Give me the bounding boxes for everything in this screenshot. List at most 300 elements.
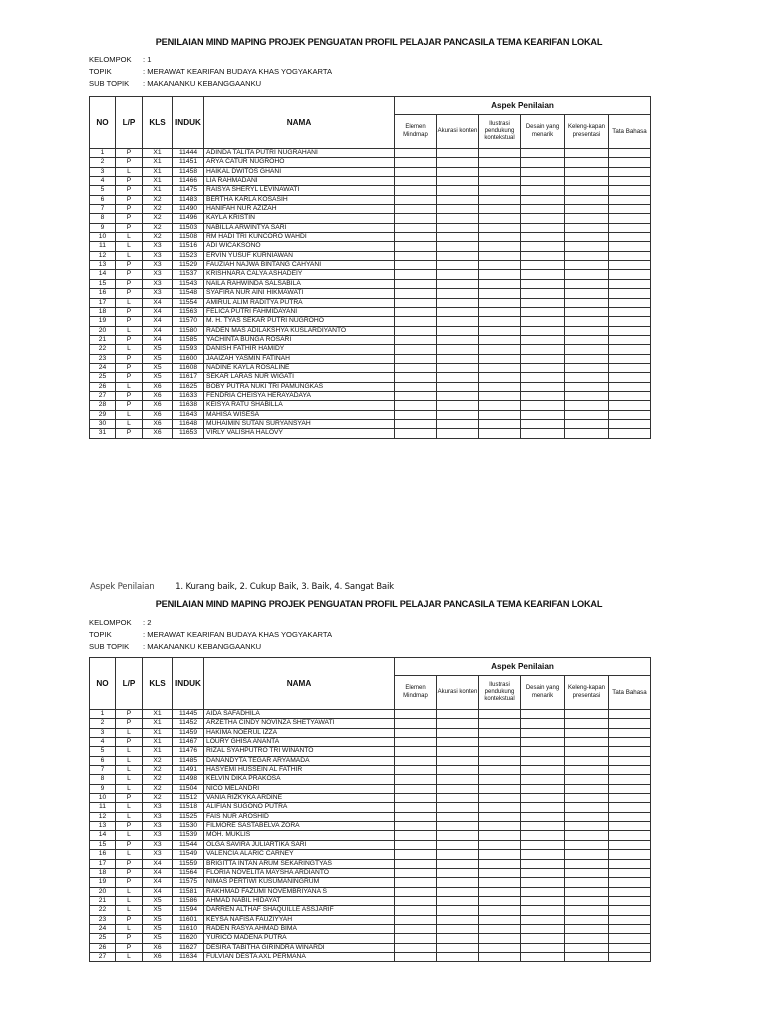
score-cell[interactable]	[521, 775, 565, 784]
score-cell[interactable]	[609, 728, 651, 737]
score-cell[interactable]	[521, 831, 565, 840]
score-cell[interactable]	[479, 719, 521, 728]
score-cell[interactable]	[479, 186, 521, 195]
score-cell[interactable]	[479, 934, 521, 943]
score-cell[interactable]	[479, 326, 521, 335]
score-cell[interactable]	[565, 195, 609, 204]
score-cell[interactable]	[565, 429, 609, 438]
score-cell[interactable]	[565, 307, 609, 316]
score-cell[interactable]	[565, 868, 609, 877]
score-cell[interactable]	[437, 738, 479, 747]
score-cell[interactable]	[521, 906, 565, 915]
score-cell[interactable]	[437, 326, 479, 335]
score-cell[interactable]	[521, 896, 565, 905]
score-cell[interactable]	[565, 794, 609, 803]
score-cell[interactable]	[565, 410, 609, 419]
score-cell[interactable]	[395, 401, 437, 410]
score-cell[interactable]	[609, 391, 651, 400]
score-cell[interactable]	[609, 345, 651, 354]
score-cell[interactable]	[565, 803, 609, 812]
score-cell[interactable]	[565, 345, 609, 354]
score-cell[interactable]	[479, 710, 521, 719]
score-cell[interactable]	[521, 803, 565, 812]
score-cell[interactable]	[437, 719, 479, 728]
score-cell[interactable]	[395, 840, 437, 849]
score-cell[interactable]	[437, 840, 479, 849]
score-cell[interactable]	[395, 859, 437, 868]
score-cell[interactable]	[565, 279, 609, 288]
score-cell[interactable]	[437, 289, 479, 298]
score-cell[interactable]	[565, 326, 609, 335]
score-cell[interactable]	[521, 943, 565, 952]
score-cell[interactable]	[521, 270, 565, 279]
score-cell[interactable]	[437, 354, 479, 363]
score-cell[interactable]	[437, 373, 479, 382]
score-cell[interactable]	[395, 868, 437, 877]
score-cell[interactable]	[521, 373, 565, 382]
score-cell[interactable]	[565, 205, 609, 214]
score-cell[interactable]	[479, 214, 521, 223]
score-cell[interactable]	[395, 766, 437, 775]
score-cell[interactable]	[395, 214, 437, 223]
score-cell[interactable]	[395, 158, 437, 167]
score-cell[interactable]	[395, 391, 437, 400]
score-cell[interactable]	[395, 289, 437, 298]
score-cell[interactable]	[609, 205, 651, 214]
score-cell[interactable]	[521, 784, 565, 793]
score-cell[interactable]	[609, 896, 651, 905]
score-cell[interactable]	[565, 298, 609, 307]
score-cell[interactable]	[565, 934, 609, 943]
score-cell[interactable]	[521, 794, 565, 803]
score-cell[interactable]	[565, 354, 609, 363]
score-cell[interactable]	[437, 943, 479, 952]
score-cell[interactable]	[521, 317, 565, 326]
score-cell[interactable]	[479, 738, 521, 747]
score-cell[interactable]	[609, 738, 651, 747]
score-cell[interactable]	[437, 775, 479, 784]
score-cell[interactable]	[521, 354, 565, 363]
score-cell[interactable]	[521, 738, 565, 747]
score-cell[interactable]	[395, 794, 437, 803]
score-cell[interactable]	[565, 401, 609, 410]
score-cell[interactable]	[479, 410, 521, 419]
score-cell[interactable]	[437, 868, 479, 877]
score-cell[interactable]	[609, 794, 651, 803]
score-cell[interactable]	[395, 803, 437, 812]
score-cell[interactable]	[479, 363, 521, 372]
score-cell[interactable]	[437, 766, 479, 775]
score-cell[interactable]	[479, 429, 521, 438]
score-cell[interactable]	[437, 345, 479, 354]
score-cell[interactable]	[437, 915, 479, 924]
score-cell[interactable]	[565, 943, 609, 952]
score-cell[interactable]	[437, 391, 479, 400]
score-cell[interactable]	[521, 878, 565, 887]
score-cell[interactable]	[479, 419, 521, 428]
score-cell[interactable]	[479, 952, 521, 961]
score-cell[interactable]	[437, 878, 479, 887]
score-cell[interactable]	[609, 158, 651, 167]
score-cell[interactable]	[479, 345, 521, 354]
score-cell[interactable]	[609, 382, 651, 391]
score-cell[interactable]	[609, 429, 651, 438]
score-cell[interactable]	[395, 345, 437, 354]
score-cell[interactable]	[565, 952, 609, 961]
score-cell[interactable]	[565, 859, 609, 868]
score-cell[interactable]	[395, 233, 437, 242]
score-cell[interactable]	[565, 270, 609, 279]
score-cell[interactable]	[565, 719, 609, 728]
score-cell[interactable]	[479, 307, 521, 316]
score-cell[interactable]	[437, 859, 479, 868]
score-cell[interactable]	[437, 317, 479, 326]
score-cell[interactable]	[395, 812, 437, 821]
score-cell[interactable]	[609, 915, 651, 924]
score-cell[interactable]	[521, 410, 565, 419]
score-cell[interactable]	[395, 382, 437, 391]
score-cell[interactable]	[395, 906, 437, 915]
score-cell[interactable]	[609, 261, 651, 270]
score-cell[interactable]	[521, 205, 565, 214]
score-cell[interactable]	[565, 223, 609, 232]
score-cell[interactable]	[565, 214, 609, 223]
score-cell[interactable]	[437, 382, 479, 391]
score-cell[interactable]	[609, 775, 651, 784]
score-cell[interactable]	[521, 952, 565, 961]
score-cell[interactable]	[437, 803, 479, 812]
score-cell[interactable]	[437, 822, 479, 831]
score-cell[interactable]	[395, 738, 437, 747]
score-cell[interactable]	[609, 822, 651, 831]
score-cell[interactable]	[395, 896, 437, 905]
score-cell[interactable]	[479, 149, 521, 158]
score-cell[interactable]	[521, 289, 565, 298]
score-cell[interactable]	[565, 373, 609, 382]
score-cell[interactable]	[479, 850, 521, 859]
score-cell[interactable]	[609, 317, 651, 326]
score-cell[interactable]	[565, 335, 609, 344]
score-cell[interactable]	[395, 410, 437, 419]
score-cell[interactable]	[395, 195, 437, 204]
score-cell[interactable]	[395, 878, 437, 887]
score-cell[interactable]	[395, 335, 437, 344]
score-cell[interactable]	[521, 719, 565, 728]
score-cell[interactable]	[395, 934, 437, 943]
score-cell[interactable]	[479, 242, 521, 251]
score-cell[interactable]	[479, 766, 521, 775]
score-cell[interactable]	[609, 887, 651, 896]
score-cell[interactable]	[565, 878, 609, 887]
score-cell[interactable]	[479, 335, 521, 344]
score-cell[interactable]	[609, 952, 651, 961]
score-cell[interactable]	[521, 850, 565, 859]
score-cell[interactable]	[395, 270, 437, 279]
score-cell[interactable]	[395, 177, 437, 186]
score-cell[interactable]	[395, 251, 437, 260]
score-cell[interactable]	[395, 317, 437, 326]
score-cell[interactable]	[565, 831, 609, 840]
score-cell[interactable]	[521, 924, 565, 933]
score-cell[interactable]	[395, 363, 437, 372]
score-cell[interactable]	[521, 335, 565, 344]
score-cell[interactable]	[479, 747, 521, 756]
score-cell[interactable]	[609, 233, 651, 242]
score-cell[interactable]	[609, 906, 651, 915]
score-cell[interactable]	[395, 419, 437, 428]
score-cell[interactable]	[521, 859, 565, 868]
score-cell[interactable]	[609, 401, 651, 410]
score-cell[interactable]	[521, 934, 565, 943]
score-cell[interactable]	[395, 719, 437, 728]
score-cell[interactable]	[609, 270, 651, 279]
score-cell[interactable]	[521, 242, 565, 251]
score-cell[interactable]	[479, 391, 521, 400]
score-cell[interactable]	[521, 401, 565, 410]
score-cell[interactable]	[479, 373, 521, 382]
score-cell[interactable]	[521, 766, 565, 775]
score-cell[interactable]	[437, 205, 479, 214]
score-cell[interactable]	[609, 924, 651, 933]
score-cell[interactable]	[479, 906, 521, 915]
score-cell[interactable]	[479, 840, 521, 849]
score-cell[interactable]	[479, 205, 521, 214]
score-cell[interactable]	[609, 223, 651, 232]
score-cell[interactable]	[565, 738, 609, 747]
score-cell[interactable]	[395, 205, 437, 214]
score-cell[interactable]	[479, 251, 521, 260]
score-cell[interactable]	[521, 345, 565, 354]
score-cell[interactable]	[609, 298, 651, 307]
score-cell[interactable]	[609, 878, 651, 887]
score-cell[interactable]	[521, 747, 565, 756]
score-cell[interactable]	[437, 728, 479, 737]
score-cell[interactable]	[479, 943, 521, 952]
score-cell[interactable]	[437, 401, 479, 410]
score-cell[interactable]	[609, 242, 651, 251]
score-cell[interactable]	[609, 177, 651, 186]
score-cell[interactable]	[609, 307, 651, 316]
score-cell[interactable]	[609, 943, 651, 952]
score-cell[interactable]	[395, 943, 437, 952]
score-cell[interactable]	[565, 261, 609, 270]
score-cell[interactable]	[395, 915, 437, 924]
score-cell[interactable]	[437, 261, 479, 270]
score-cell[interactable]	[395, 223, 437, 232]
score-cell[interactable]	[479, 354, 521, 363]
score-cell[interactable]	[437, 223, 479, 232]
score-cell[interactable]	[609, 719, 651, 728]
score-cell[interactable]	[521, 186, 565, 195]
score-cell[interactable]	[437, 429, 479, 438]
score-cell[interactable]	[479, 915, 521, 924]
score-cell[interactable]	[609, 326, 651, 335]
score-cell[interactable]	[565, 382, 609, 391]
score-cell[interactable]	[479, 298, 521, 307]
score-cell[interactable]	[565, 747, 609, 756]
score-cell[interactable]	[565, 289, 609, 298]
score-cell[interactable]	[521, 812, 565, 821]
score-cell[interactable]	[479, 233, 521, 242]
score-cell[interactable]	[437, 363, 479, 372]
score-cell[interactable]	[479, 261, 521, 270]
score-cell[interactable]	[479, 878, 521, 887]
score-cell[interactable]	[395, 261, 437, 270]
score-cell[interactable]	[565, 149, 609, 158]
score-cell[interactable]	[479, 756, 521, 765]
score-cell[interactable]	[437, 186, 479, 195]
score-cell[interactable]	[395, 887, 437, 896]
score-cell[interactable]	[565, 167, 609, 176]
score-cell[interactable]	[437, 233, 479, 242]
score-cell[interactable]	[437, 251, 479, 260]
score-cell[interactable]	[479, 279, 521, 288]
score-cell[interactable]	[565, 812, 609, 821]
score-cell[interactable]	[395, 747, 437, 756]
score-cell[interactable]	[521, 756, 565, 765]
score-cell[interactable]	[395, 756, 437, 765]
score-cell[interactable]	[521, 298, 565, 307]
score-cell[interactable]	[479, 812, 521, 821]
score-cell[interactable]	[395, 952, 437, 961]
score-cell[interactable]	[479, 223, 521, 232]
score-cell[interactable]	[521, 177, 565, 186]
score-cell[interactable]	[437, 906, 479, 915]
score-cell[interactable]	[565, 840, 609, 849]
score-cell[interactable]	[565, 887, 609, 896]
score-cell[interactable]	[565, 419, 609, 428]
score-cell[interactable]	[479, 289, 521, 298]
score-cell[interactable]	[521, 822, 565, 831]
score-cell[interactable]	[609, 859, 651, 868]
score-cell[interactable]	[437, 756, 479, 765]
score-cell[interactable]	[395, 298, 437, 307]
score-cell[interactable]	[395, 326, 437, 335]
score-cell[interactable]	[395, 429, 437, 438]
score-cell[interactable]	[565, 915, 609, 924]
score-cell[interactable]	[437, 794, 479, 803]
score-cell[interactable]	[437, 410, 479, 419]
score-cell[interactable]	[521, 391, 565, 400]
score-cell[interactable]	[521, 915, 565, 924]
score-cell[interactable]	[521, 710, 565, 719]
score-cell[interactable]	[565, 317, 609, 326]
score-cell[interactable]	[609, 710, 651, 719]
score-cell[interactable]	[479, 167, 521, 176]
score-cell[interactable]	[479, 177, 521, 186]
score-cell[interactable]	[395, 850, 437, 859]
score-cell[interactable]	[437, 214, 479, 223]
score-cell[interactable]	[521, 307, 565, 316]
score-cell[interactable]	[565, 896, 609, 905]
score-cell[interactable]	[521, 195, 565, 204]
score-cell[interactable]	[437, 850, 479, 859]
score-cell[interactable]	[565, 710, 609, 719]
score-cell[interactable]	[437, 335, 479, 344]
score-cell[interactable]	[521, 214, 565, 223]
score-cell[interactable]	[479, 784, 521, 793]
score-cell[interactable]	[521, 840, 565, 849]
score-cell[interactable]	[479, 887, 521, 896]
score-cell[interactable]	[437, 149, 479, 158]
score-cell[interactable]	[565, 391, 609, 400]
score-cell[interactable]	[395, 728, 437, 737]
score-cell[interactable]	[479, 401, 521, 410]
score-cell[interactable]	[437, 279, 479, 288]
score-cell[interactable]	[565, 906, 609, 915]
score-cell[interactable]	[437, 195, 479, 204]
score-cell[interactable]	[437, 924, 479, 933]
score-cell[interactable]	[521, 233, 565, 242]
score-cell[interactable]	[565, 850, 609, 859]
score-cell[interactable]	[479, 728, 521, 737]
score-cell[interactable]	[609, 784, 651, 793]
score-cell[interactable]	[479, 794, 521, 803]
score-cell[interactable]	[479, 868, 521, 877]
score-cell[interactable]	[437, 158, 479, 167]
score-cell[interactable]	[479, 924, 521, 933]
score-cell[interactable]	[479, 382, 521, 391]
score-cell[interactable]	[609, 766, 651, 775]
score-cell[interactable]	[521, 158, 565, 167]
score-cell[interactable]	[395, 167, 437, 176]
score-cell[interactable]	[521, 251, 565, 260]
score-cell[interactable]	[609, 850, 651, 859]
score-cell[interactable]	[609, 840, 651, 849]
score-cell[interactable]	[437, 298, 479, 307]
score-cell[interactable]	[395, 354, 437, 363]
score-cell[interactable]	[521, 419, 565, 428]
score-cell[interactable]	[395, 775, 437, 784]
score-cell[interactable]	[437, 934, 479, 943]
score-cell[interactable]	[609, 279, 651, 288]
score-cell[interactable]	[521, 167, 565, 176]
score-cell[interactable]	[395, 831, 437, 840]
score-cell[interactable]	[395, 149, 437, 158]
score-cell[interactable]	[437, 952, 479, 961]
score-cell[interactable]	[565, 775, 609, 784]
score-cell[interactable]	[565, 728, 609, 737]
score-cell[interactable]	[609, 186, 651, 195]
score-cell[interactable]	[437, 307, 479, 316]
score-cell[interactable]	[521, 887, 565, 896]
score-cell[interactable]	[609, 803, 651, 812]
score-cell[interactable]	[609, 167, 651, 176]
score-cell[interactable]	[609, 289, 651, 298]
score-cell[interactable]	[437, 887, 479, 896]
score-cell[interactable]	[437, 167, 479, 176]
score-cell[interactable]	[565, 158, 609, 167]
score-cell[interactable]	[395, 784, 437, 793]
score-cell[interactable]	[609, 419, 651, 428]
score-cell[interactable]	[479, 896, 521, 905]
score-cell[interactable]	[437, 831, 479, 840]
score-cell[interactable]	[565, 251, 609, 260]
score-cell[interactable]	[521, 728, 565, 737]
score-cell[interactable]	[609, 831, 651, 840]
score-cell[interactable]	[565, 766, 609, 775]
score-cell[interactable]	[437, 419, 479, 428]
score-cell[interactable]	[395, 279, 437, 288]
score-cell[interactable]	[609, 934, 651, 943]
score-cell[interactable]	[609, 747, 651, 756]
score-cell[interactable]	[609, 363, 651, 372]
score-cell[interactable]	[479, 803, 521, 812]
score-cell[interactable]	[609, 149, 651, 158]
score-cell[interactable]	[479, 831, 521, 840]
score-cell[interactable]	[609, 812, 651, 821]
score-cell[interactable]	[521, 326, 565, 335]
